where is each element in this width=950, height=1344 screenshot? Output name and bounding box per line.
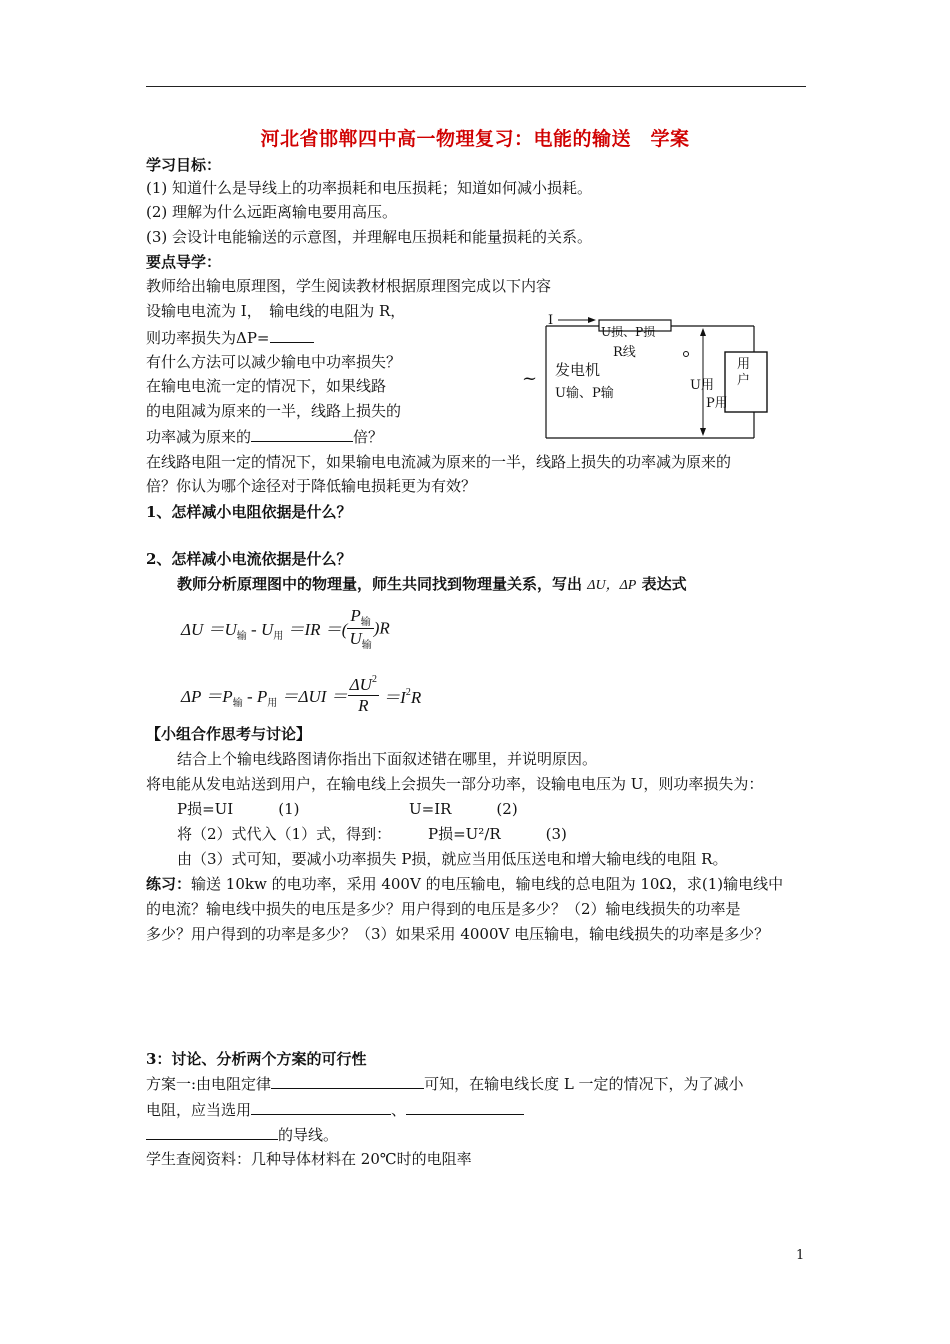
- discussion-line-4: 由（3）式可知，要减小功率损失 P损，就应当用低压送电和增大输电线的电阻 R。: [177, 850, 728, 868]
- objective-item-1: (1) 知道什么是导线上的功率损耗和电压损耗；知道如何减小损耗。: [146, 179, 593, 197]
- discussion-line-3: 将（2）式代入（1）式，得到：: [177, 825, 392, 843]
- line-resistance-label: R线: [613, 345, 636, 360]
- question-3: 3：讨论、分析两个方案的可行性: [146, 1050, 367, 1068]
- user-voltage-label: U用: [690, 378, 714, 393]
- guide-line-6: [146, 425, 383, 448]
- terminal-dot: [684, 352, 689, 357]
- guide-line-2: [146, 326, 314, 349]
- exercise-label: 练习：: [146, 875, 192, 893]
- discussion-formula-3: P损=U²/R (3): [428, 825, 567, 843]
- generator-label: 发电机: [555, 361, 601, 379]
- voltage-arrowhead-down: [700, 428, 706, 436]
- guide-intro: 教师给出输电原理图，学生阅读教材根据原理图完成以下内容: [146, 277, 552, 295]
- voltage-arrowhead-up: [700, 328, 706, 336]
- teacher-note-end: 表达式: [641, 575, 687, 593]
- plan-1-text-b: 可知，在输电线长度 L 一定的情况下，为了减小: [424, 1075, 744, 1093]
- resistance-law-blank[interactable]: [271, 1072, 424, 1089]
- formula-delta-u: $\Delta U =U_输 - U_用 =IR$ ＝( $\frac{P_输}{U_输}$ )R: [181, 606, 390, 651]
- discussion-formula-1: P损=UI (1): [177, 800, 300, 818]
- material-blank-2[interactable]: [406, 1098, 524, 1115]
- generator-values: U输、P输: [555, 386, 614, 401]
- discussion-formula-2: U=IR (2): [409, 800, 518, 818]
- plan-1-text-c: 电阻，应当选用: [146, 1101, 252, 1119]
- guide-line-7: 在线路电阻一定的情况下，如果输电电流减为原来的一半，线路上损失的功率减为原来的: [146, 453, 732, 471]
- guide-heading: 要点导学：: [146, 253, 222, 271]
- teacher-note: [177, 573, 687, 597]
- discussion-line-2: 将电能从发电站送到用户，在输电线上会损失一部分功率，设输电电压为 U，则功率损失为：: [146, 775, 764, 793]
- formula-delta-p: $\Delta P =P_输 - P_用 =\Delta UI$ ＝ $\frac{\Delta U^2}{R}$ $=I^2R$: [181, 674, 422, 715]
- exercise-line-2: 的电流？输电线中损失的电压是多少？用户得到的电压是多少？（2）输电线损失的功率是: [146, 900, 741, 918]
- user-box-label: 用户: [737, 357, 751, 388]
- ac-source-symbol: ~: [522, 368, 538, 389]
- exercise-text-1: 输送 10kw 的电功率，采用 400V 的电压输电，输电线的总电阻为 10Ω，求(1)输电线中: [191, 875, 784, 893]
- discussion-line-1: 结合上个输电线路图请你指出下面叙述错在哪里，并说明原因。: [177, 750, 598, 768]
- plan-1-text-d: 、: [391, 1101, 407, 1119]
- guide-line-4: 在输电电流一定的情况下，如果线路: [146, 377, 387, 395]
- guide-line-5: 的电阻减为原来的一半，线路上损失的: [146, 402, 402, 420]
- plan-1-line-2: [146, 1098, 524, 1121]
- plan-1-text-e: 的导线。: [278, 1126, 339, 1144]
- question-1: 1、怎样减小电阻依据是什么？: [146, 503, 352, 521]
- guide-line-6-text: 功率减为原来的: [146, 428, 252, 446]
- objectives-heading: 学习目标：: [146, 156, 222, 174]
- plan-1-text-a: 方案一:由电阻定律: [146, 1075, 272, 1093]
- exercise-line-3: 多少？用户得到的功率是多少？（3）如果采用 4000V 电压输电，输电线损失的功率是多少？: [146, 925, 770, 943]
- page-title: 河北省邯郸四中高一物理复习：电能的输送 学案: [260, 128, 690, 150]
- page-number: 1: [796, 1248, 805, 1263]
- teacher-note-symbols: ΔU，ΔP: [587, 578, 637, 593]
- header-rule: [146, 86, 806, 87]
- exercise-line-1: [146, 873, 783, 895]
- user-power-label: P用: [706, 396, 728, 411]
- plan-1-line-1: [146, 1072, 744, 1095]
- guide-line-2-text: 则功率损失为ΔP=: [146, 329, 270, 347]
- guide-line-6-end: 倍？: [353, 428, 384, 446]
- objective-item-3: (3) 会设计电能输送的示意图，并理解电压损耗和能量损耗的关系。: [146, 228, 593, 246]
- discussion-heading: 【小组合作思考与讨论】: [146, 725, 312, 743]
- current-label: I: [548, 313, 554, 328]
- ratio-blank[interactable]: [251, 425, 353, 442]
- power-loss-blank[interactable]: [270, 326, 314, 343]
- lookup-line: 学生查阅资料：几种导体材料在 20℃时的电阻率: [146, 1150, 472, 1168]
- material-blank-1[interactable]: [251, 1098, 391, 1115]
- guide-line-3: 有什么方法可以减少输电中功率损失？: [146, 353, 402, 371]
- guide-line-1: 设输电电流为 I， 输电线的电阻为 R，: [146, 302, 406, 320]
- material-blank-3[interactable]: [146, 1123, 278, 1140]
- current-arrowhead: [588, 317, 596, 323]
- question-2: 2、怎样减小电流依据是什么？: [146, 550, 352, 568]
- loss-label: U损、P损: [601, 325, 656, 339]
- guide-line-8: 倍？你认为哪个途径对于降低输电损耗更为有效？: [146, 477, 477, 495]
- teacher-note-text: 教师分析原理图中的物理量，师生共同找到物理量关系，写出: [177, 575, 583, 593]
- plan-1-line-3: [146, 1123, 338, 1146]
- objective-item-2: (2) 理解为什么远距离输电要用高压。: [146, 203, 398, 221]
